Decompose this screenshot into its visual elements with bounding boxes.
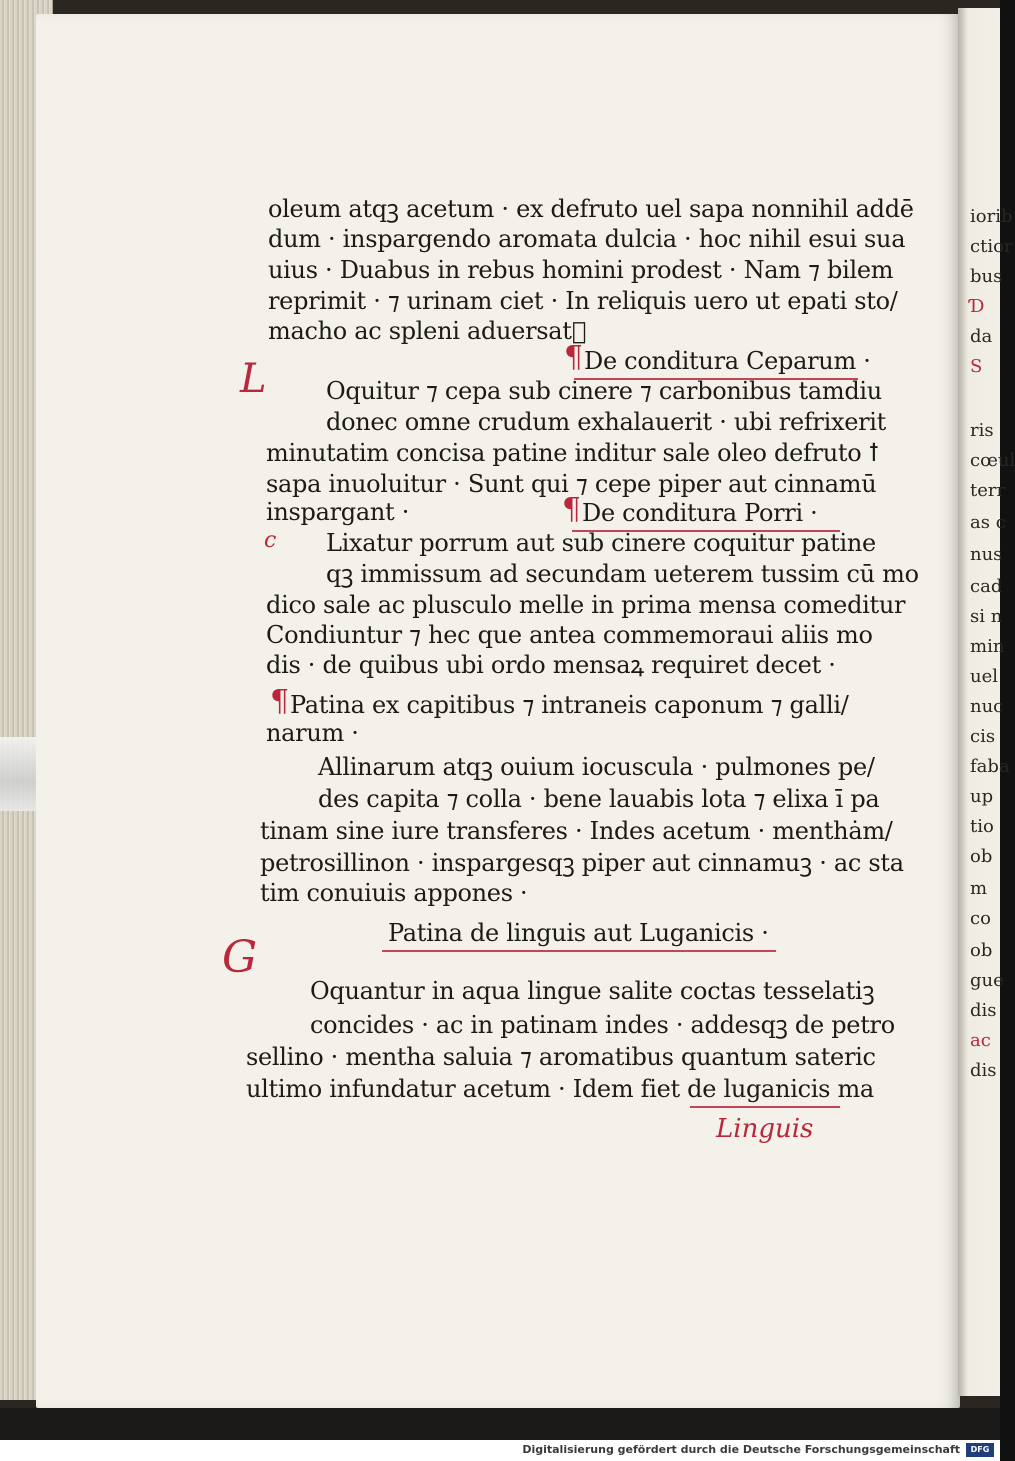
facing-page-fragment: si n <box>970 606 1003 627</box>
facing-page-edge <box>958 8 1015 1396</box>
initial-letter: c <box>264 528 277 553</box>
paragraph-mark: ¶ <box>564 340 584 375</box>
scan-bottom-edge <box>0 1408 1000 1440</box>
facing-page-fragment: gue <box>970 970 1004 991</box>
text-line: qꝫ immissum ad secundam ueterem tussim cū mo <box>326 560 919 588</box>
section-heading: narum · <box>266 719 359 747</box>
facing-page-fragment: dis <box>970 1060 997 1081</box>
facing-page-fragment: terr <box>970 480 1006 501</box>
facing-page-fragment: ob <box>970 846 993 867</box>
text-line: Oquitur ⁊ cepa sub cinere ⁊ carbonibus tamdiu <box>326 377 882 405</box>
facing-page-fragment: dis <box>970 1000 997 1021</box>
facing-page-fragment: ctior <box>970 236 1013 257</box>
initial-letter: G <box>222 932 258 983</box>
facing-page-fragment: nus <box>970 544 1003 565</box>
text-line: sellino · mentha saluia ⁊ aromatibus quantum sateric <box>246 1043 876 1071</box>
section-heading: De conditura Porri · <box>582 499 818 527</box>
initial-letter: L <box>240 356 267 402</box>
dfg-logo: DFG <box>966 1443 994 1457</box>
facing-page-fragment: faba <box>970 756 1010 777</box>
facing-page-fragment: up <box>970 786 994 807</box>
facing-page-fragment: S <box>970 356 983 377</box>
facing-page-fragment: iorib <box>970 206 1013 227</box>
facing-page-fragment: Ɗ <box>970 296 985 317</box>
paragraph-mark: ¶ <box>562 492 582 527</box>
text-line: reprimit · ⁊ urinam ciet · In reliquis uero ut epati sto/ <box>268 287 898 315</box>
facing-page-fragment: as c <box>970 512 1006 533</box>
text-line: Oquantur in aqua lingue salite coctas tesselatiꝫ <box>310 977 875 1005</box>
text-line: tinam sine iure transferes · Indes acetum · menthȧm/ <box>260 817 893 845</box>
facing-page-fragment: da <box>970 326 993 347</box>
text-line: inspargant · <box>266 498 410 526</box>
text-line: oleum atqꝫ acetum · ex defruto uel sapa nonnihil addē <box>268 195 914 223</box>
funding-credit: Digitalisierung gefördert durch die Deutsche Forschungsgemeinschaft <box>522 1443 960 1456</box>
text-line: minutatim concisa patine inditur sale oleo defruto ꝉ <box>266 439 879 467</box>
facing-page-fragment: cœul <box>970 450 1015 471</box>
text-line: ultimo infundatur acetum · Idem fiet de luganicis ma <box>246 1075 874 1103</box>
text-line: des capita ⁊ colla · bene lauabis lota ⁊ elixa ī pa <box>318 785 880 813</box>
section-heading: Patina de linguis aut Luganicis · <box>388 919 769 947</box>
marginal-annotation: Linguis <box>716 1114 814 1144</box>
facing-page-fragment: ris <box>970 420 994 441</box>
facing-page-fragment: nuc <box>970 696 1004 717</box>
paragraph-mark: ¶ <box>270 684 290 719</box>
text-line: Lixatur porrum aut sub cinere coquitur patine <box>326 529 876 557</box>
text-line: sapa inuoluitur · Sunt qui ⁊ cepe piper aut cinnamū <box>266 470 877 498</box>
text-line: dico sale ac plusculo melle in prima mensa comeditur <box>266 591 906 619</box>
facing-page-fragment: m <box>970 878 988 899</box>
facing-page-fragment: min <box>970 636 1005 657</box>
text-line: petrosillinon · inspargesqꝫ piper aut cinnamuꝫ · ac sta <box>260 849 904 877</box>
section-heading: Patina ex capitibus ⁊ intraneis caponum ⁊ galli/ <box>290 691 849 719</box>
text-line: concides · ac in patinam indes · addesqꝫ de petro <box>310 1011 895 1039</box>
book-page <box>36 14 960 1408</box>
text-underline <box>690 1106 840 1108</box>
text-line: Allinarum atqꝫ ouium iocuscula · pulmones pe/ <box>318 753 875 781</box>
facing-page-fragment: co <box>970 908 991 929</box>
facing-page-fragment: ac <box>970 1030 991 1051</box>
text-line: donec omne crudum exhalauerit · ubi refrixerit <box>326 408 887 436</box>
facing-page-fragment: cad <box>970 576 1003 597</box>
text-line: Condiuntur ⁊ hec que antea commemoraui aliis mo <box>266 621 873 649</box>
facing-page-fragment: tio <box>970 816 994 837</box>
facing-page-fragment: uel <box>970 666 999 687</box>
facing-page-fragment: bus <box>970 266 1003 287</box>
footer-bar <box>0 1440 1000 1461</box>
text-line: tim conuiuis appones · <box>260 879 528 907</box>
heading-underline <box>382 950 776 952</box>
text-line: dis · de quibus ubi ordo mensaꝝ requiret decet · <box>266 651 836 679</box>
section-heading: De conditura Ceparum · <box>584 347 871 375</box>
text-line: uius · Duabus in rebus homini prodest · Nam ⁊ bilem <box>268 256 894 284</box>
text-line: dum · inspargendo aromata dulcia · hoc nihil esui sua <box>268 225 906 253</box>
text-line: macho ac spleni aduersat᷑ <box>268 317 587 345</box>
facing-page-fragment: ob <box>970 940 993 961</box>
facing-page-fragment: cis <box>970 726 996 747</box>
